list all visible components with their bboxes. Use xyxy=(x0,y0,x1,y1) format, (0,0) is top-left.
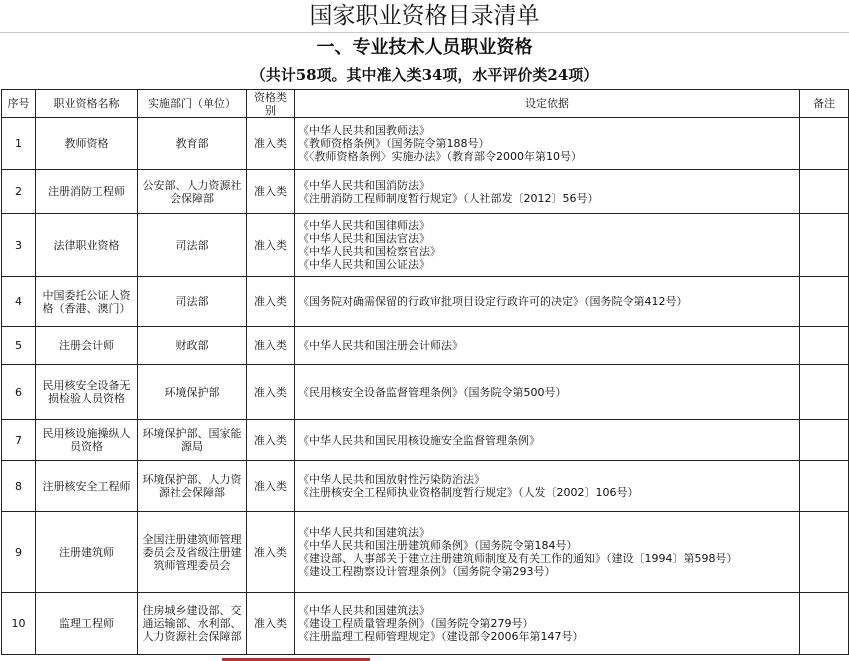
basis-line: 《中华人民共和国建筑法》 xyxy=(298,526,430,539)
page-title: 国家职业资格目录清单 xyxy=(309,3,540,29)
basis-line: 《中华人民共和国放射性污染防治法》 xyxy=(298,473,485,486)
cell-name[interactable]: 注册建筑师 xyxy=(36,512,138,593)
cell-remark[interactable] xyxy=(800,327,849,365)
header-basis[interactable]: 设定依据 xyxy=(295,90,800,118)
basis-line: 《中华人民共和国消防法》 xyxy=(298,178,430,192)
table-row xyxy=(2,327,849,365)
table-row xyxy=(2,512,849,593)
cell-name[interactable]: 注册消防工程师 xyxy=(36,170,138,214)
cell-dept[interactable]: 环境保护部 xyxy=(138,365,247,420)
cell-no[interactable]: 6 xyxy=(2,365,36,420)
cell-no[interactable]: 10 xyxy=(2,593,36,655)
cell-basis[interactable] xyxy=(295,420,800,461)
cell-type[interactable]: 准入类 xyxy=(247,593,295,655)
cell-remark[interactable] xyxy=(800,461,849,512)
cell-basis[interactable] xyxy=(295,118,800,170)
basis-line: 《建设工程质量管理条例》（国务院令第279号） xyxy=(298,617,534,630)
cell-no[interactable]: 2 xyxy=(2,170,36,214)
table-row xyxy=(2,365,849,420)
cell-dept[interactable]: 司法部 xyxy=(138,214,247,277)
title-divider xyxy=(0,32,849,33)
basis-line: 《中华人民共和国检察官法》 xyxy=(298,245,441,258)
basis-line: 《中华人民共和国律师法》 xyxy=(298,219,430,232)
cell-no[interactable]: 3 xyxy=(2,214,36,277)
basis-line: 《教师资格条例》（国务院令第188号） xyxy=(298,137,490,150)
table-row xyxy=(2,593,849,655)
basis-line: 《国务院对确需保留的行政审批项目设定行政许可的决定》（国务院令第412号） xyxy=(298,295,688,308)
basis-line: 《注册核安全工程师执业资格制度暂行规定》（人发〔2002〕106号） xyxy=(298,486,639,499)
cell-basis[interactable] xyxy=(295,461,800,512)
cell-name[interactable]: 监理工程师 xyxy=(36,593,138,655)
basis-line: 《注册消防工程师制度暂行规定》（人社部发〔2012〕56号） xyxy=(298,191,599,205)
cell-remark[interactable] xyxy=(800,118,849,170)
section-title: 一、专业技术人员职业资格 xyxy=(316,37,533,58)
cell-no[interactable]: 7 xyxy=(2,420,36,461)
cell-dept[interactable]: 教育部 xyxy=(138,118,247,170)
basis-line: 《中华人民共和国公证法》 xyxy=(298,258,430,271)
table-header-row xyxy=(2,90,849,118)
cell-basis[interactable] xyxy=(295,327,800,365)
cell-name[interactable]: 民用核设施操纵人员资格 xyxy=(36,420,138,461)
cell-type[interactable]: 准入类 xyxy=(247,277,295,327)
cell-basis[interactable] xyxy=(295,593,800,655)
cell-type[interactable]: 准入类 xyxy=(247,327,295,365)
basis-line: 《中华人民共和国法官法》 xyxy=(298,232,430,245)
basis-line: 《建设工程勘察设计管理条例》（国务院令第293号） xyxy=(298,565,556,578)
basis-line: 《注册监理工程师管理规定》（建设部令2006年第147号） xyxy=(298,630,584,643)
cell-basis[interactable] xyxy=(295,277,800,327)
cell-name[interactable]: 注册核安全工程师 xyxy=(36,461,138,512)
cell-name[interactable]: 教师资格 xyxy=(36,118,138,170)
basis-line: 《中华人民共和国建筑法》 xyxy=(298,604,430,617)
cell-basis[interactable] xyxy=(295,170,800,214)
basis-line: 《中华人民共和国民用核设施安全监督管理条例》 xyxy=(298,433,540,447)
basis-line: 《中华人民共和国注册建筑师条例》（国务院令第184号） xyxy=(298,539,578,552)
cell-type[interactable]: 准入类 xyxy=(247,118,295,170)
cell-no[interactable]: 5 xyxy=(2,327,36,365)
cell-type[interactable]: 准入类 xyxy=(247,461,295,512)
header-dept[interactable]: 实施部门（单位） xyxy=(138,90,247,118)
cell-basis[interactable] xyxy=(295,365,800,420)
cell-type[interactable]: 准入类 xyxy=(247,512,295,593)
qualification-table xyxy=(1,89,849,655)
cell-remark[interactable] xyxy=(800,512,849,593)
header-name[interactable]: 职业资格名称 xyxy=(36,90,138,118)
basis-line: 《民用核安全设备监督管理条例》（国务院令第500号） xyxy=(298,385,567,399)
cell-dept[interactable]: 全国注册建筑师管理委员会及省级注册建筑师管理委员会 xyxy=(138,512,247,593)
cell-no[interactable]: 8 xyxy=(2,461,36,512)
cell-remark[interactable] xyxy=(800,214,849,277)
cell-name[interactable]: 民用核安全设备无损检验人员资格 xyxy=(36,365,138,420)
cell-dept[interactable]: 住房城乡建设部、交通运输部、水利部、人力资源社会保障部 xyxy=(138,593,247,655)
basis-line: 《建设部、人事部关于建立注册建筑师制度及有关工作的通知》（建设〔1994〕第598号） xyxy=(298,552,738,565)
cell-no[interactable]: 1 xyxy=(2,118,36,170)
cell-remark[interactable] xyxy=(800,420,849,461)
basis-line: 《中华人民共和国注册会计师法》 xyxy=(298,339,463,352)
cell-remark[interactable] xyxy=(800,365,849,420)
title-block xyxy=(0,0,849,90)
table-body xyxy=(2,118,849,655)
cell-type[interactable]: 准入类 xyxy=(247,365,295,420)
header-remark[interactable]: 备注 xyxy=(800,90,849,118)
section-note: （共计58项。其中准入类34项，水平评价类24项） xyxy=(250,66,599,84)
basis-line: 《中华人民共和国教师法》 xyxy=(298,124,430,137)
table-row xyxy=(2,118,849,170)
table-row xyxy=(2,214,849,277)
cell-basis[interactable] xyxy=(295,214,800,277)
cell-remark[interactable] xyxy=(800,593,849,655)
table-row xyxy=(2,277,849,327)
cell-name[interactable]: 中国委托公证人资格（香港、澳门） xyxy=(36,277,138,327)
cell-dept[interactable]: 公安部、人力资源社会保障部 xyxy=(138,170,247,214)
table-row xyxy=(2,461,849,512)
cell-dept[interactable]: 环境保护部、国家能源局 xyxy=(138,420,247,461)
cell-dept[interactable]: 司法部 xyxy=(138,277,247,327)
cell-type[interactable]: 准入类 xyxy=(247,214,295,277)
cell-basis[interactable] xyxy=(295,512,800,593)
cell-dept[interactable]: 环境保护部、人力资源社会保障部 xyxy=(138,461,247,512)
table-row xyxy=(2,170,849,214)
cell-type[interactable]: 准入类 xyxy=(247,170,295,214)
cell-type[interactable]: 准入类 xyxy=(247,420,295,461)
cell-no[interactable]: 9 xyxy=(2,512,36,593)
cell-name[interactable]: 注册会计师 xyxy=(36,327,138,365)
cell-name[interactable]: 法律职业资格 xyxy=(36,214,138,277)
cell-remark[interactable] xyxy=(800,277,849,327)
basis-line: 《〈教师资格条例〉实施办法》（教育部令2000年第10号） xyxy=(298,150,582,163)
cell-remark[interactable] xyxy=(800,170,849,214)
cell-no[interactable]: 4 xyxy=(2,277,36,327)
header-type[interactable]: 资格类别 xyxy=(247,90,295,118)
table-row xyxy=(2,420,849,461)
cell-dept[interactable]: 财政部 xyxy=(138,327,247,365)
header-no[interactable]: 序号 xyxy=(2,90,36,118)
